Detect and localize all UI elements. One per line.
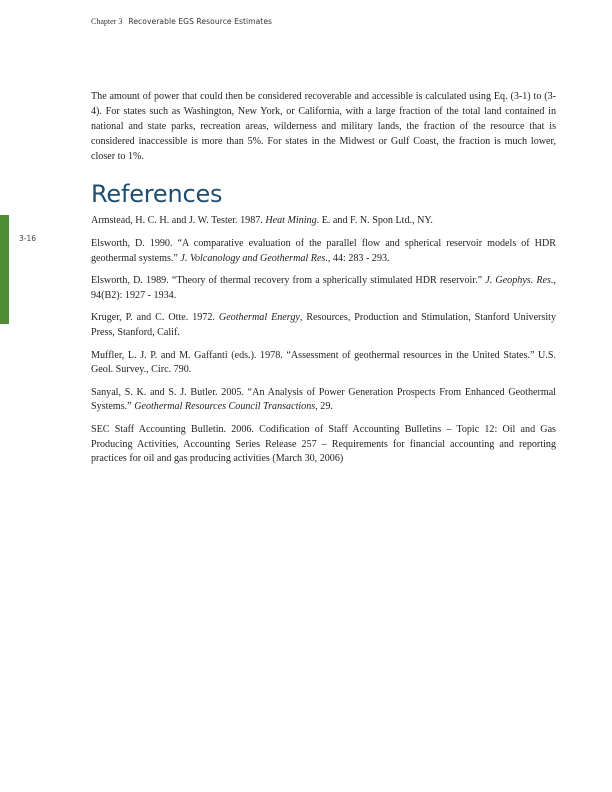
reference-text-after: . E. and F. N. Spon Ltd., NY. — [316, 215, 433, 227]
references-heading: References — [91, 180, 223, 209]
intro-paragraph: The amount of power that could then be considered recoverable and accessible is calculated using Eq. (3-1) to (3-4). For states such as Washington, New York, or California, with a large fraction of the total land contained in national and state parks, recreation areas, wilderness and military lands, the fraction of the resource that is considered inaccessible is more than 5%. For states in the Midwest or Gulf Coast, the fraction is much lower, closer to 1%. — [91, 91, 556, 163]
reference-text: SEC Staff Accounting Bulletin. 2006. Codification of Staff Accounting Bulletins – Topic 12: Oil and Gas Producing Activities, Accounting Series Release 257 – Requirements for financial accounting and reporting practices for oil and gas producing activities (March 30, 2006) — [91, 424, 556, 465]
reference-entry — [91, 274, 556, 303]
reference-entry — [91, 349, 556, 378]
reference-entry — [91, 311, 556, 340]
reference-text: Muffler, L. J. P. and M. Gaffanti (eds.). 1978. “Assessment of geothermal resources in the United States.” U.S. Geol. Survey., Circ. 790. — [91, 349, 556, 376]
reference-text-after: , 44: 283 - 293. — [327, 252, 390, 264]
page-number: 3-16 — [19, 234, 37, 243]
reference-text: Elsworth, D. 1990. “A comparative evaluation of the parallel flow and spherical reservoir models of HDR geothermal systems.” — [91, 238, 556, 264]
page-body — [91, 89, 556, 475]
reference-entry — [91, 423, 556, 467]
running-header — [91, 17, 272, 26]
reference-text: Sanyal, S. K. and S. J. Butler. 2005. “An Analysis of Power Generation Prospects From Enhanced Geothermal Systems.” — [91, 386, 556, 413]
reference-text-after: , 94(B2): 1927 - 1934. — [91, 275, 556, 301]
reference-text: Kruger, P. and C. Otte. 1972. — [91, 312, 219, 324]
reference-italic: Geothermal Energy — [218, 312, 300, 324]
side-accent-bar — [0, 215, 9, 324]
reference-text: Armstead, H. C. H. and J. W. Tester. 1987. — [91, 215, 266, 227]
reference-entry — [91, 237, 556, 266]
reference-italic: Heat Mining — [265, 215, 317, 227]
reference-entry — [91, 214, 556, 229]
chapter-label: Chapter 3 — [91, 17, 123, 26]
reference-italic: J. Geophys. Res. — [485, 275, 554, 287]
reference-italic: J. Volcanology and Geothermal Res. — [180, 252, 328, 264]
chapter-title: Recoverable EGS Resource Estimates — [128, 17, 273, 26]
reference-text-after: , 29. — [315, 401, 333, 413]
reference-italic: Geothermal Resources Council Transactions — [134, 401, 316, 413]
reference-text: Elsworth, D. 1989. “Theory of thermal recovery from a spherically stimulated HDR reservoir.” — [91, 275, 486, 287]
reference-text-after: , Resources, Production and Stimulation, Stanford University Press, Stanford, Calif. — [91, 312, 556, 339]
reference-entry — [91, 386, 556, 415]
